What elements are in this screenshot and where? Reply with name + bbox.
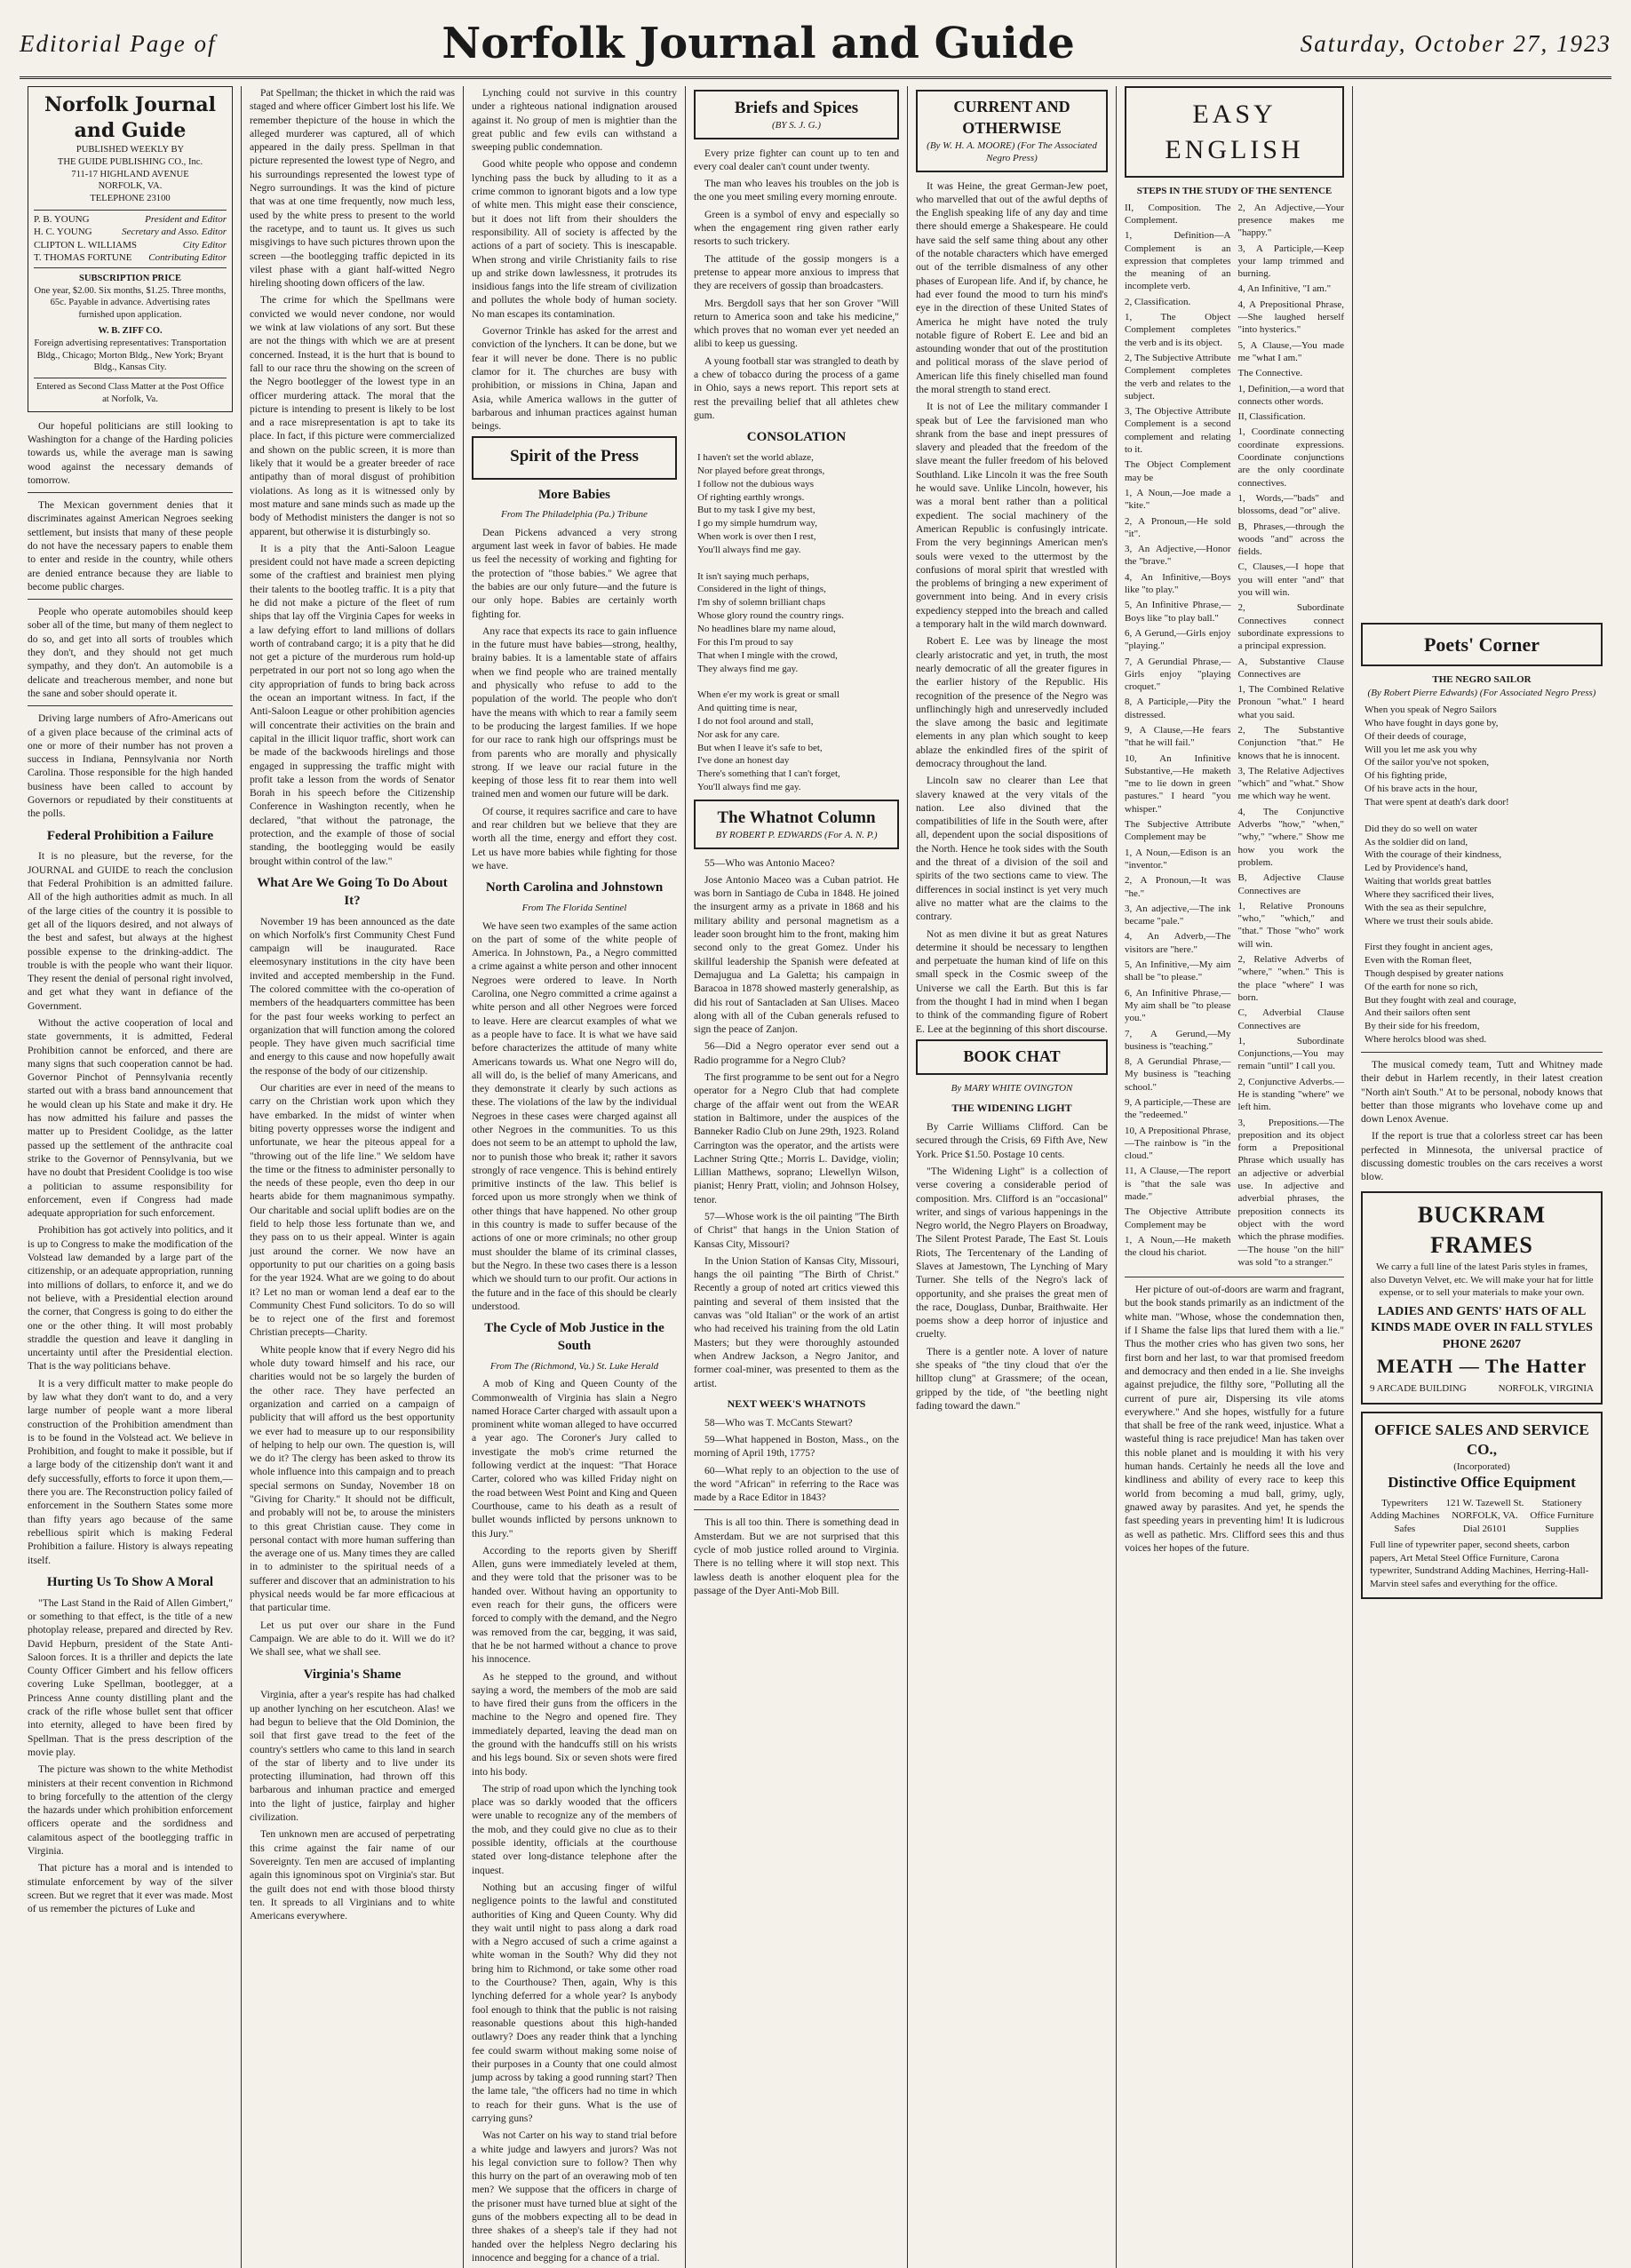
article-paragraph: It is a very difficult matter to make people do by law what they don't want to do, and a very large number of people want a more liberal construction of the Prohibition amendment than is to be found in the Volstead act. We believe in Prohibition, and fought to make it possible, but if a large body of the citizenship don't want it and defy successfully, efforts to force it upon them,—there you are. The Reconstruction policy failed of enforcement in the Southern States some more than fifty years ago because of the same rebellious spirit which is making Federal Prohibition a failure. History is always repeating itself. [28,1377,233,1566]
ad-item: Office Furniture [1530,1510,1594,1522]
address-line-2: NORFOLK, VA. [98,181,163,192]
lesson-line: 8, A Gerundial Phrase,—My business is "teaching school." [1125,1056,1231,1093]
lesson-line: 3, A Participle,—Keep your lamp trimmed and burning. [1237,243,1344,280]
ad-line: LADIES AND GENTS' HATS OF ALL KINDS MADE OVER IN FALL STYLES [1371,1304,1593,1335]
lesson-line: 2, The Substantive Conjunction "that." He knows that he is innocent. [1237,724,1344,761]
lesson-line: 7, A Gerundial Phrase,—Girls enjoy "playing croquet." [1125,656,1231,693]
staff-role: Secretary and Asso. Editor [122,227,227,238]
article-paragraph: The picture was shown to the white Methodist ministers at their recent convention in Richmond to bring forcefully to the attention of the clergy the hazards under which prohibition enforcement officers operate and the sordidness and calamitous aspect of the bootlegging traffic in Virginia. [28,1763,233,1857]
published-line: PUBLISHED WEEKLY BY [76,145,185,155]
ad-title: OFFICE SALES AND SERVICE CO., [1374,1420,1589,1459]
lesson-line: B, Adjective Clause Connectives are [1237,872,1344,896]
whatnot-question: 57—Whose work is the oil painting "The Birth of Christ" that hangs in the Union Station of Kansas City, Missouri? [694,1210,899,1250]
staff-role: Contributing Editor [148,252,227,264]
lesson-line: 4, An Adverb,—The visitors are "here." [1125,931,1231,955]
article-paragraph: It was Heine, the great German-Jew poet, who marvelled that out of the awful depths of the English speaking life of any day and time there should emerge a Shakespeare. He could have said the self same thing about any other of the notable characters which have emerged out of the terrible dismalness of any other phases of European life. And if, by chance, he had ever found the mood to turn his mind's eye in the direction of these United States of America he might have noted the truly notable figure of Robert E. Lee and bid an astounding wonder that out of the prostitution and political morass of the slave period of American life this finely chiselled man found the moral strength to stand erect. [916,179,1108,395]
easy-english-right [1238,202,1345,1271]
lesson-line: 2, A Pronoun,—He sold "it". [1125,515,1231,539]
article-paragraph: It is not of Lee the military commander I speak but of Lee the farvisioned man who shrank from the base and inept pressures of slavery and pleaded that the freedom of the slave meant the fuller freedom of his beloved Southland. Like Lincoln it was the free South he would save. Unlike Lincoln, however, his was a moral bent rather than a political expedient. The social machinery of the American Republic is confusingly intricate. From the very beginnings American men's souls were vexed to the uttermost by the confusions of moral spirit that wrestled with the problems of bringing a new experiment of government into being. And in every crisis expediency stepped into the breach and called a temporary halt in the wild march downward. [916,401,1108,631]
poem-title: THE NEGRO SAILOR [1432,674,1532,686]
article-paragraph: Nothing but an accusing finger of wilful negligence points to the lawful and constituted authorities of King and Queen County. Why did they wait until night to pass along a dark road with a Negro accused of such a crime against a white woman in the South? Why did they not bring him to Richmond, or take some other road to the Courthouse? Then, again, Why is this lynching deferred for a whole year? Is anybody fool enough to think that the public is not raising reasonable questions about this high-handed outlawry? Does any reader think that a lynching fee could swarm without making some noise of their purposes in a County that one could almost jump across by taking a good running start? Then the lame tale, "the officers had no time in which to reach for their guns. What is the use of carrying guns? [472,1881,677,2124]
staff-row [34,239,227,252]
ad-item: Safes [1394,1523,1416,1534]
brief-item: Mrs. Bergdoll says that her son Grover "Will return to America soon and take his medicine," which proves that no woman ever yet needed an alibi to keep us guessing. [694,297,899,350]
masthead [20,16,1611,79]
ad-item: Dial 26101 [1462,1523,1508,1534]
masthead-left: Editorial Page of [20,29,217,57]
column-3 [464,86,686,2268]
whatnot-question: 55—Who was Antonio Maceo? [704,856,835,869]
lesson-line: 6, A Gerund,—Girls enjoy "playing." [1125,627,1231,652]
headline-what-are-we-going-to-do: What Are We Going To Do About It? [257,875,448,908]
consolation-poem: I haven't set the world ablaze, Nor played before great throngs, I follow not the dubious ways Of righting earthly wrongs. But to my task I give my best, I go my simple humdrum way, When work is over then I rest, You'll always find me gay. It isn't saying much perhaps, Considered in the light of things, I'm shy of solemn brilliant chaps Whose glory round the country rings. No headlines blare my name aloud, For this I'm proud to say That when I mingle with the crowd, They always find me gay. When e'er my work is great or small And quitting time is near, I do not fool around and stall, Nor ask for any care. But when I leave it's safe to bet, I've done an honest day There's something that I can't forget, You'll always find me gay. [697,452,844,793]
ad-subtitle: Distinctive Office Equipment [1388,1474,1576,1492]
current-banner [916,90,1108,172]
lesson-line: II, Classification. [1237,411,1306,423]
article-paragraph: According to the reports given by Sheriff Allen, guns were immediately leveled at them, and they were told that the prisoner was to be handed over. Without having an opportunity to even reach for their guns, the officers were forced to comply with the demand, and the Negro was removed from the car, begging, it was said, that he be not harmed without a chance to prove his innocence. [472,1544,677,1666]
headline-book-chat: BOOK CHAT [963,1046,1061,1065]
brief-item: A young football star was strangled to death by a chew of tobacco during the process of a game in Ohio, says a news report. This report sets at rest the prevailing belief that all athletes chew gum. [694,354,899,421]
byline: BY ROBERT P. EDWARDS (For A. N. P.) [715,830,878,841]
lesson-line: 4, An Infinitive,—Boys like "to play." [1125,571,1231,596]
article-paragraph: The crime for which the Spellmans were convicted we would never condone, nor would we wink at law violations of any sort. But these are not the things with which we are at present concerned. Instead, it is the hurt that is bound to fall to our race thru the showing on the screen of the Negro bootlegger of the lowest type in an officer murdering attack. The moral that the picture is intending to present is likely to be lost and a race misrepresentation is apt to take its place. In fact, if this picture were commercialized and shown on the public screen, it is more than likely that it would be a greater breeder of race antipathy than of moral disgust of prohibition violations. As long as it is witnessed only by most mature and sane minds such as made up the body of Methodist ministers the danger is not so apparent, but otherwise it is disturbingly so. [250,294,455,537]
headline-consolation: CONSOLATION [746,430,847,445]
byline: (By Robert Pierre Edwards) (For Associated Negro Press) [1367,687,1596,698]
whatnot-answer: The first programme to be sent out for a Negro operator for a Negro Club that had complete charge of the affair went out from the WEAR station in Baltimore, under the auspices of the Banneker Radio Club on June 29th, 1923. Roland Carrington was the operator, and the artists were Lachner String Qtte.; Morris L. Davidge, violin; Lillian Matthews, soprano; Llewellyn Wilson, pianist; Henry Pratt, violin; and Johnson Holsey, tenor. [694,1071,899,1206]
article-paragraph: Pat Spellman; the thicket in which the raid was staged and where officer Gimbert lost his life. We remember thepicture of the house in which the alleged murderer was captured, all of which appeared in the daily press. Spellman in that picture represented the lowest type of Negro, and his surroundings represented the lowest type of Negro surroundings. It was the kind of picture that was at one time frequently, now much less, used by the white press to present to the world the racetype, and to taunt us. It gives us such misgivings to have such pictures thrown upon the screen —the bootlegging traffic depicted in its vilest phase with a giant half-witted Negro hireling shooting down officers of the law. [250,87,455,290]
article-paragraph: It is no pleasure, but the reverse, for the JOURNAL and GUIDE to reach the conclusion that Federal Prohibition is an admitted failure. All of the high authorities admit as much. In all of the large cities of the country it is possible to get all of the liquors desired, and not always of the best and safest, but always at the highest possible expense to the drinking-addict. The trouble is with the people who want their liquor. They resent the denial of personal right involved, and get what they want in defiance of the Government. [28,850,233,1012]
lesson-line: 1, A Noun,—Joe made a "kite." [1125,487,1231,512]
whatnot-question: 60—What reply to an objection to the use of the word "African" in referring to the Race was made by a Race Editor in 1843? [694,1464,899,1504]
whatnot-answer: In the Union Station of Kansas City, Missouri, hangs the oil painting "The Birth of Christ." Recently a group of noted art critics viewed this painting and several of them insisted that the canvas was "old Italian" or the work of an artist who had received his training from the old Latin Masters; but they were thoroughly astounded when Andrew Jackson, a Negro Janitor, and former coal-miner, was presented to them as the artist. [694,1254,899,1389]
whatnot-question: 58—Who was T. McCants Stewart? [704,1416,853,1428]
lesson-line: 4, A Prepositional Phrase,—She laughed herself "into hysterics." [1237,298,1344,336]
article-paragraph: Virginia, after a year's respite has had chalked up another lynching on her escutcheon. Alas! we had begun to believe that the Old Dominion, the soil that first gave tread to the feet of the country's settlers who came to this land in search of the star of liberty and to live under its protecting illumination, had thrown off this barbarous and inhuman practice and emerged into the light of justice, fairplay and higher civilization. [250,1689,455,1824]
ad-address-right: NORFOLK, VIRGINIA [1498,1383,1594,1395]
lesson-line: 5, An Infinitive,—My aim shall be "to please." [1125,959,1231,983]
whatnot-banner [694,800,899,849]
article-paragraph: Our charities are ever in need of the means to carry on the Christian work upon which they have embarked. In the midst of winter when biting poverty oppresses worse the indigent and unfortunate, we hear the piteous appeal for a "throwing out of the life line." We seldom have the time or the fitness to administer personally to the needs of these people, even tho deep in our hearts abide for them magnanimous sympathy. Our charitable and social uplift bodies are on the field to help those less fortunate than we, and they pass on to us their appeal. Winter is again just around the corner. We now have an opportunity to put our charities on a going basis for the year 1924. What are we going to do about it? Let no man or woman lend a deaf ear to the Community Chest Fund solicitors. To do so will be to reject one of the first and foremost Christian precepts—Charity. [250,1082,455,1339]
subscription-text: One year, $2.00. Six months, $1.25. Three months, 65c. Payable in advance. Advertising rates furnished upon application. [34,285,227,321]
easy-english-title: EASY ENGLISH [1125,86,1344,178]
whatnot-question: 56—Did a Negro operator ever send out a Radio programme for a Negro Club? [694,1040,899,1066]
ad-col [1445,1497,1524,1536]
lesson-line: C, Clauses,—I hope that you will enter "and" that you will win. [1237,561,1344,599]
headline-poets-corner: Poets' Corner [1423,633,1540,656]
headline-cycle-of-mob-justice: The Cycle of Mob Justice in the South [484,1321,664,1353]
steps-heading: STEPS IN THE STUDY OF THE SENTENCE [1136,186,1333,197]
book-chat-continuation: Her picture of out-of-doors are warm and fragrant, but the book stands primarily as an indictment of the white man. "Whose, whose the condemnation then, if I Shame the false lips that lured them with a lie." Thus the mother cries who has given two sons, her first born and her last, to war that promised freedom and democracy and then ended in a lie. She inveighs against prejudice, the filthy sore, "Polluting all the current of pure air, Dispersing its vile atoms everywhere." And she hopes, wistfully for a future that shall be free of the rank weed, injustice. What a wasteful thing is race prejudice! Man has taken over this noble planet and is moulding it with his very human hands. Certainly he needs all the love and kindliness and ability of every race to keep this world from becoming a mud ball, grimy, ugly, gnawed away by parasites. And yet, he spends the fast speeding years in preventing him! It is ludicrous as well as pathetic. Mrs. Clifford sees this and thus voices her hopes of the future. [1125,1284,1344,1554]
lesson-line: 1, Definition,—a word that connects other words. [1237,383,1344,407]
headline-whatnot-column: The Whatnot Column [717,808,876,827]
article-paragraph: Without the active cooperation of local and state governments, it is admitted, Federal Prohibition cannot be enforced, and there are many signs that such cooperation cannot be had. Governor Pinchot of Pennsylvania recently started out with a brass band announcement that he would clean up his State and make it dry. He has now admitted his failure and passes the matter up to President Coolidge, as the latter passed up the settlement of the anthracite coal strike to the Governor of Pennsylvania, but we have no doubt that President Coolidge is too wise a politician to assume responsibility for enforcement, even if Congress had made adequate appropriation for such enforcement. [28,1016,233,1220]
briefs-banner [694,90,899,139]
lesson-line: 3, An adjective,—The ink became "pale." [1125,903,1231,927]
staff-role: City Editor [182,239,227,251]
masthead-title: Norfolk Journal and Guide [442,19,1075,68]
ad-col [1370,1497,1440,1536]
lesson-line: 2, A Pronoun,—It was "he." [1125,875,1231,899]
ad-business-name: MEATH — The Hatter [1376,1355,1587,1378]
negro-sailor-poem: When you speak of Negro Sailors Who have fought in days gone by, Of their deeds of courage, Will you let me ask you why Of the sailor you've not spoken, Of his fighting pride, Of his brave acts in the hour, That were spent at death's dark door! Did they do so well on water As the soldier did on land, With the courage of their kindness, Led by Providence's hand, Waiting that worlds great battles Where they sacrificed their lives, With the sea as their sepulchre, Where we trust their souls abide. First they fought in ancient ages, Even with the Roman fleet, Though despised by greater nations Of the earth for none so rich, But they fought with zeal and courage, And their sailors often sent By their side for his freedom, Where herolcs blood was shed. [1364,704,1516,1046]
divider [28,705,233,706]
headline-more-babies: More Babies [538,487,610,502]
lesson-line: II, Composition. The Complement. [1125,202,1231,226]
lesson-line: 1, The Combined Relative Pronoun "what." I heard what you said. [1237,684,1344,720]
ziff-text: Foreign advertising representatives: Transportation Bldg., Chicago; Morton Bldg., New York; Bryant Bldg., Kansas City. [34,338,227,373]
ad-item: NORFOLK, VA. [1452,1510,1518,1522]
column-5 [908,86,1117,2268]
divider [694,1509,899,1510]
publisher-title: Norfolk Journal and Guide [44,93,217,143]
article-paragraph: Lynching could not survive in this country under a righteous national indignation aroused against it. No group of men is mightier than the great public and few evils can withstand a sweeping public condemnation. [472,87,677,154]
publisher-name: THE GUIDE PUBLISHING CO., Inc. [57,156,203,167]
column-2 [242,86,464,2268]
publisher-box [28,86,233,412]
whatnot-question: 59—What happened in Boston, Mass., on the morning of April 19th, 1775? [694,1433,899,1460]
article-paragraph: Was not Carter on his way to stand trial before a white judge and lawyers and jurors? Was not his legal conviction sure to follow? Then why this hurry on the part of an overawing mob of ten men? We suppose that the officers in charge of the prisoner must have turned blue at sight of the guns of the mobbers expecting all to be dead in three shakes of a sheep's tale if they had not handed over the helpless Negro declaring his innocence and begging for a chance of a trial. [472,2129,677,2264]
staff-row [34,226,227,239]
headline-north-carolina: North Carolina and Johnstown [485,880,664,895]
article-paragraph: Dean Pickens advanced a very strong argument last week in favor of babies. He made us feel the necessity of working and fighting for the protection of "those babies." We agree that the babies are our only future—and the future is our only hope. Babies are certainly worth fighting for. [472,526,677,620]
brief-item: The man who leaves his troubles on the job is the one you meet smiling every morning enroute. [694,178,899,203]
poets-corner-banner [1361,623,1603,666]
ad-item: Supplies [1545,1523,1579,1534]
spirit-of-press-banner [472,436,677,479]
easy-english-body [1125,202,1344,1271]
entered-line: Entered as Second Class Matter at the Post Office at Norfolk, Va. [34,378,227,406]
headline-hurting-us: Hurting Us To Show A Moral [46,1574,214,1589]
headline-briefs-and-spices: Briefs and Spices [734,99,859,117]
article-paragraph: Not as men divine it but as great Natures determine it should be necessary to lengthen and perpetuate the human kind of life on this small speck in the Cosmic sweep of the Universe we call the Earth. But this is far from the thought I had in mind when I began to think of the commanding figure of Robert E. Lee at the beginning of this short discourse. [916,927,1108,1035]
article-paragraph: It is a pity that the Anti-Saloon League president could not have made a screen depicting some of the craftiest and brainiest men plying their talents to the bootleg traffic. It is a pity that he did not make a picture of the fleet of rum ships that lay off the Virginia Capes for weeks in a law defying effort to land millions of dollars worth of contraband cargo; it is a pity that he did not get a picture of the murderous rum hold-up perpetrated in our port not so long ago when the city appropriation of funds to bring back across the ocean an important witness. In fact, if the Anti-Saloon League or other prohibition agencies will concentrate their activities on the brain and capital in the illicit liquor traffic, short work can be made of the backwoods hirelings and those engaged in suppressing the traffic might with profit take a lesson from the words of Senator Borah in his speech before the Citizenship Conference in Washington recently, when he declared, "that without the patronage, the protection, and the example of those of social standing, the bootlegging would be easily brought within control of the law." [250,542,455,867]
article-paragraph: November 19 has been announced as the date on which Norfolk's first Community Chest Fund campaign will be inaugurated. Race eleemosynary institutions in the city have been invited and accepted membership in the Fund. The colored committee with the co-operation of members of the headquarters committee has been for the past four weeks working to perfect an organization that will function among the colored people. They have given much sacrificial time and energy to this cause and now hopefully await the response of the body of our citizenship. [250,915,455,1077]
lesson-line: 11, A Clause,—The report is "that the sale was made." [1125,1166,1231,1203]
article-paragraph: "The Last Stand in the Raid of Allen Gimbert," or something to that effect, is the title of a new photoplay release, prepared and directed by Rev. David Hepburn, president of the State Anti-Saloon forces. It is a thriller and depicts the late County Officer Gimbert and his fellow officers covering Luke Spellman, bootlegger, at a Princess Anne county distilling plant and the crack of the rifle whose bullet sent that officer into eternity, alleged to have been fired by Spellman. That is the press description of the movie play. [28,1596,233,1758]
lesson-line: 1, Words,—"bads" and blossoms, dead "or" alive. [1237,492,1344,517]
byline: (BY S. J. G.) [772,120,821,131]
ad-address-left: 9 ARCADE BUILDING [1370,1383,1467,1395]
lesson-line: C, Adverbial Clause Connectives are [1237,1007,1344,1031]
article-paragraph: That picture has a moral and is intended to stimulate enforcement by way of the silver screen. But we regret that it ever was made. Most of us remember the pictures of Luke and [28,1862,233,1915]
lesson-line: 3, The Relative Adjectives "which" and "what." Show me which way he went. [1237,765,1344,802]
source-line: From The Philadelphia (Pa.) Tribune [501,509,648,521]
lesson-line: 9, A participle,—These are the "redeemed." [1125,1097,1231,1121]
column-6 [1117,86,1353,2268]
article-paragraph: White people know that if every Negro did his whole duty toward himself and his race, our charities would not be so largely the burden of the other race. They have perfected an organization and carried on a campaign of publicity that will afford us the best opportunity we ever had to measure up to our responsibility of helping to help our own. The question is, will we do it? The clergy has been asked to throw its whole influence into this campaign and to preach special sermons on Sunday, November 18 on "Giving for Charity." It should not be difficult, and probably will not be, to arouse the ministers to this great Christian cause. They come in personal contact with more human suffering than the average one of us. Many times they are called in to administer to the spiritual needs of a sufferer and discover that an administration to his physical needs would be far more efficacious at that particular time. [250,1343,455,1614]
article-paragraph: The musical comedy team, Tutt and Whitney made their debut in Harlem recently, in their latest creation "North ain't South." At to be personal, nobody knows that better than those migrants who lovehave come up and down Lenox Avenue. [1361,1059,1603,1126]
lesson-line: 2, An Adjective,—Your presence makes me "happy." [1237,202,1344,239]
article-paragraph: Good white people who oppose and condemn lynching pass the buck by alluding to it as a crime common to ignorant bigots and a low type of white men. This might ease their conscience, but it does not lift from their shoulders the responsibility. All of society is affected by the actions of a part of society. This is inescapable. When strong and virile Christianity fails to rise up and strike down lawlessness, it protrudes its insidious fangs into the life stream of civilization and pollutes the whole body of human society. No man escapes its contamination. [472,158,677,320]
article-paragraph: We have seen two examples of the same action on the part of some of the white people of America. In Johnstown, Pa., a Negro committed a crime against a white person and other innocent Negroes were ordered to leave. In North Carolina, one Negro committed a crime against a white person and all other Negroes were forced to leave. Here are clearcut examples of what we as a people have to face. It is what we have said before characterizes the attitude of many white Americans towards us. What one Negro will do, all will do, is the belief of many Americans, and they demonstrate it clearly by such actions as these. The violations of the law by the individual Negroes in these cases were charged against all other Negroes in the communities. To us this does not seem to be an attempt to uphold the law, nor to punish those who break it; rather it savors strongly of race vengence. This is behind entirely primitive instincts of the law. This belief is forced upon us more strongly when we think of other things that have happened. No other group in this country is made to suffer because of the actions of one or more criminals; no other group must shoulder the blame of its criminal classes, but the Negro. In these two cases there is a lesson which we should turn to our profit. Our actions in the future and in the face of this should be clearly understood. [472,919,677,1312]
article-paragraph: "The Widening Light" is a collection of verse covering a considerable period of composition. Mrs. Clifford is an "occasional" writer, and sings of various happenings in the Negro world, the Negro Players on Broadway, The Silent Protest Parade, The East St. Louis Riots, The Tercentenary of the Landing of Slaves at Jamestown, The Lynching of Mary Turner. She tells of the Negro's lack of opportunity, and she praises the great men of the race, Douglass, Dunbar, Braithwaite. Her poems show a deep horror of injustice and cruelty. [916,1165,1108,1341]
staff-list [34,210,227,268]
article-paragraph: Robert E. Lee was by lineage the most clearly aristocratic and yet, in truth, the most nearly democratic of all the greater figures in the earlier history of the Republic. His recognition of the presence of the Negro was unflinchingly high and unreservedly included the slave among the basic and legitimate elements in any plan which sought to keep ablaze the enkindled fires of the spirit of democracy throughout the land. [916,635,1108,769]
lesson-line: 1, Coordinate connecting coordinate expressions. Coordinate conjunctions are the only coordinate connectives. [1237,426,1344,489]
lesson-line: 5, A Clause,—You made me "what I am." [1237,339,1344,363]
book-chat-banner [916,1039,1108,1075]
lesson-line: 3, The Objective Attribute Complement is a second complement and relating to it. [1125,406,1231,456]
article-paragraph: Let us put over our share in the Fund Campaign. We are able to do it. Will we do it? We shall see, what we shall see. [250,1619,455,1659]
brief-item: Green is a symbol of envy and especially so when the engagement ring given rather early resorts to such trickery. [694,208,899,248]
lesson-line: 9, A Clause,—He fears "that he will fail." [1125,724,1231,749]
brief-item: The attitude of the gossip mongers is a pretense to appear more anxious to impress that they are receivers of gossip than broadcasters. [694,252,899,292]
headline-current-and-otherwise: CURRENT AND OTHERWISE [953,98,1070,137]
ad-item: Typewriters [1381,1497,1428,1508]
editorial-paragraph: Driving large numbers of Afro-Americans out of a given place because of the criminal acts of one or more of their number has not proven a success in Indiana, Pennsylvania nor North Carolina. Those responsible for the high handed business have been called to account by Governors or repudiated by their constituents at the polls. [28,712,233,820]
column-7 [1353,86,1611,2268]
lesson-line: The Connective. [1237,368,1303,379]
article-paragraph: The strip of road upon which the lynching took place was so darkly wooded that the officers were unable to recognize any of the members of the mob, and they could give no clue as to their possible identity, officials at the courthouse stated over long-distance telephone after the inquest. [472,1782,677,1876]
lesson-line: 2, Conjunctive Adverbs.—He is standing "where" we left him. [1237,1076,1344,1113]
article-paragraph: As he stepped to the ground, and without saying a word, the members of the mob are said to have fired their guns from the officers in the machine to the Negro and opened fire. They immediately departed, leaving the dead man on the ground with the handcuffs still on his wrists and his legs bound. Six or seven shots were fired into his body. [472,1670,677,1778]
lesson-line: The Object Complement may be [1125,459,1231,483]
ad-inc: (Incorporated) [1453,1460,1510,1472]
ad-item: Adding Machines [1370,1510,1440,1522]
ziff-heading: W. B. ZIFF CO. [98,326,163,337]
source-line: From The (Richmond, Va.) St. Luke Herald [489,1360,659,1372]
editorial-paragraph: People who operate automobiles should keep sober all of the time, but many of them neglect to do so, and get into all sorts of troubles which they don't, and they should not get much sympathy, and they don't. An automobile is a delicate and treacherous member, and none but the sane and sober should operate it. [28,606,233,699]
easy-english-overflow-space [1361,86,1603,619]
address-line-1: 711-17 HIGHLAND AVENUE [71,169,189,179]
ad-item: 121 W. Tazewell St. [1445,1497,1524,1508]
staff-name: H. C. YOUNG [34,227,92,238]
article-paragraph: This is all too thin. There is something dead in Amsterdam. But we are not surprised that this cycle of mob justice rolled around to Virginia. There is no telling where it will stop next. This lawless death is another eloquent plea for the passage of the Dyer Anti-Mob Bill. [694,1516,899,1596]
column-1 [20,86,242,2268]
ad-title: BUCKRAM FRAMES [1417,1201,1547,1258]
lesson-line: 10, An Infinitive Substantive,—He maketh "me to lie down in green pastures." I heard "you whisper." [1125,752,1231,815]
ad-item: Stationery [1541,1497,1582,1508]
column-4 [686,86,908,2268]
lesson-line: 1, Relative Pronouns "who," "which," and "that." Those "who" work will win. [1237,900,1344,950]
byline: (By W. H. A. MOORE) (For The Associated Negro Press) [927,139,1097,164]
staff-name: CLIPTON L. WILLIAMS [34,239,138,251]
staff-role: President and Editor [145,213,227,225]
editorial-paragraph: Our hopeful politicians are still looking to Washington for a change of the Harding policies towards us, while the average man is sawing wood against the necessary demands of tomorrow. [28,419,233,486]
lesson-line: 1, The Object Complement completes the verb and is its object. [1125,312,1231,348]
article-paragraph: A mob of King and Queen County of the Commonwealth of Virginia has slain a Negro named Horace Carter charged with assault upon a prominent white woman alleged to have occurred a year ago. The Coroner's Jury called to investigate the mob's crime returned the following verdict at the inquest: "That Horace Carter, colored who was killed Friday night on the road between West Point and King and Queen Courthouse, came to his death as a result of bullet wounds inflicted by persons unknown to this Jury." [472,1378,677,1540]
article-paragraph: Any race that expects its race to gain influence in the future must have babies—strong, healthy, brainy babies. It is a lamentable state of affairs when we find people who are trained mentally and physically who refuse to add to the population of the world. The people who don't have the means with which to rear a family seem to be producing the largest families. If we hope for our race to rank high our offsprings must be from parents who are morally and physically strong. If we leave our racial future in the keeping of those less fit to rear them into well trained men and women our future will be dark. [472,625,677,800]
masthead-date: Saturday, October 27, 1923 [1300,29,1611,57]
editorial-paragraph: The Mexican government denies that it discriminates against American Negroes seeking settlement, but insists that many of these people do not have the necessary papers to enable them to enter and reside in the country, while others are denied entrance because they are liable to become public charges. [28,499,233,593]
lesson-line: 1, Definition—A Complement is an expression that completes the meaning of an incomplete verb. [1125,230,1231,292]
lesson-line: 3, An Adjective,—Honor the "brave." [1125,544,1231,568]
lesson-line: The Objective Attribute Complement may be [1125,1206,1231,1230]
article-paragraph: Ten unknown men are accused of perpetrating this crime against the fair name of our Sovereignty. Ten men are accused of implanting again this ignominous spot on Virginia's star. But the guilt does not end with those blood thirsty ten. It spreads to all Virginians and to white Americans everywhere. [250,1828,455,1922]
ad-address-row [1370,1382,1594,1396]
ad-col [1530,1497,1594,1536]
staff-row [34,213,227,227]
headline-spirit-of-press: Spirit of the Press [510,447,639,466]
whatnot-answer: Jose Antonio Maceo was a Cuban patriot. He was born in Santiago de Cuba in 1848. He joined the insurgent army as a private in 1868 and his military ability and personal magnetism as a leader soon brought him to the front, making him second only to the great Gomez. Under his skillful leadership the Spanish were defeated at Demajugua and La Galetta; his campaign in Baracoa in 1878 showed masterly generalship, as did his rout of Santacladen at San Ulises. Maceo along with all of the Cuban generals refused to sign the peace of Zanjon. [694,873,899,1036]
article-paragraph: By Carrie Williams Clifford. Can be secured through the Crisis, 69 Fifth Ave, New York. Price $1.50. Postage 10 cents. [916,1121,1108,1160]
staff-name: T. THOMAS FORTUNE [34,252,132,264]
lesson-line: 1, Subordinate Conjunctions,—You may remain "until" I call you. [1237,1035,1344,1072]
divider [1361,1052,1603,1053]
office-sales-ad [1361,1412,1603,1599]
article-paragraph: Prohibition has got actively into politics, and it is up to Congress to make the modification of the Volstead law demanded by a large part of the citizenship, or an adequate appropriation, running into millions of dollars, to enforce it, and we do not believe, with a Presidential election around the corner, that Congress is going to do either the one or the other thing. It will most probably straddle the question and leave it dangling in uncertainty until after the Presidential election. That is the way politicians behave. [28,1224,233,1373]
lesson-line: B, Phrases,—through the woods "and" across the fields. [1237,521,1344,558]
lesson-line: 1, A Noun,—He maketh the cloud his chariot. [1125,1234,1231,1259]
article-paragraph: Governor Trinkle has asked for the arrest and conviction of the lynchers. It can be done, but we fear it will never be done. There is no public clamor for it. The churches are busy with prohibition, or missions in China, Japan and Asia, while America wallows in the gutter of barbarous and inhuman practices against human beings. [472,325,677,433]
lesson-line: 2, Classification. [1125,296,1191,307]
lesson-line: 3, Prepositions.—The preposition and its object form a Prepositional Phrase which usually has an adjective or adverbial use. In adjective and adverbial phrases, the preposition connects its object with the word which the phrase modifies.—The house "on the hill" was sold "to a stranger." [1237,1117,1344,1268]
lesson-line: 2, Relative Adverbs of "where," "when." This is the place "where" I was born. [1237,954,1344,1003]
subscription-heading: SUBSCRIPTION PRICE [78,273,182,283]
lesson-line: 2, The Subjective Attribute Complement completes the verb and relates to the subject. [1125,352,1231,402]
ad-phone: PHONE 26207 [1442,1337,1522,1351]
phone-line: TELEPHONE 23100 [90,194,171,204]
brief-item: Every prize fighter can count up to ten and every coal dealer can't count under twenty. [694,147,899,172]
lesson-line: 10, A Prepositional Phrase,—The rainbow is "in the cloud." [1125,1125,1231,1162]
headline-widening-light: THE WIDENING LIGHT [951,1102,1072,1115]
lesson-line: 4, An Infinitive, "I am." [1237,283,1332,295]
lesson-line: 6, An Infinitive Phrase,—My aim shall be "to please you." [1125,987,1231,1024]
article-paragraph: Lincoln saw no clearer than Lee that slavery knawed at the very vitals of the nation. Lee also divined that the compatibilities of life in the South were, after all, dependent upon the social dispositions of the North. Hence he took sides with the South and the threat of a division of the soil and spirits of the two sections came to view. The differences in social instinct is yet very much alive no matter what are the claims to the contrary. [916,775,1108,923]
ad-columns [1370,1497,1594,1536]
staff-name: P. B. YOUNG [34,213,90,225]
headline-next-weeks-whatnots: NEXT WEEK'S WHATNOTS [727,1397,866,1410]
lesson-line: 2, Subordinate Connectives connect subordinate expressions to a principal expression. [1237,602,1344,652]
divider [28,492,233,493]
columns [20,86,1611,2264]
divider [28,599,233,600]
article-paragraph: There is a gentler note. A lover of nature she speaks of "the tiny cloud that o'er the hilltop clung" at Grassmere; of the ocean, gripped by the tide, of "the beetling night fading toward the dawn." [916,1345,1108,1412]
buckram-frames-ad [1361,1191,1603,1405]
easy-english-left [1125,202,1231,1271]
lesson-line: A, Substantive Clause Connectives are [1237,656,1344,680]
source-line: From The Florida Sentinel [521,903,627,914]
lesson-line: 8, A Participle,—Pity the distressed. [1125,696,1231,720]
ad-footer: Full line of typewriter paper, second sheets, carbon papers, Art Metal Steel Office Furniture, Carona typewriter, Sundstrand Adding Machines, Herring-Hall-Marvin steel safes and everything for the office. [1370,1540,1589,1589]
headline-virginias-shame: Virginia's Shame [303,1667,402,1682]
lesson-line: The Subjective Attribute Complement may be [1125,819,1231,843]
lesson-line: 4, The Conjunctive Adverbs "how," "when," "why," "where." Show me how you work the problem. [1237,806,1344,868]
lesson-line: 1, A Noun,—Edison is an "inventor." [1125,847,1231,871]
article-paragraph: Of course, it requires sacrifice and care to have and rear children but we believe that they are worth all the time, energy and effort they cost. Let us have more babies while fighting for those we have. [472,805,677,871]
lesson-line: 5, An Infinitive Phrase,—Boys like "to play ball." [1125,600,1231,624]
article-paragraph: If the report is true that a colorless street car has been perfected in Minnesota, the universal practice of discussing domestic troubles on the cars receives a worst blow. [1361,1130,1603,1183]
ad-text: We carry a full line of the latest Paris styles in frames, also Duvetyn Velvet, etc. We will make your hat for little expense, or to sell your materials to make your own. [1370,1261,1594,1299]
staff-row [34,251,227,265]
byline: By MARY WHITE OVINGTON [951,1082,1073,1094]
lesson-line: 7, A Gerund,—My business is "teaching." [1125,1028,1231,1052]
headline-federal-prohibition: Federal Prohibition a Failure [46,828,214,843]
